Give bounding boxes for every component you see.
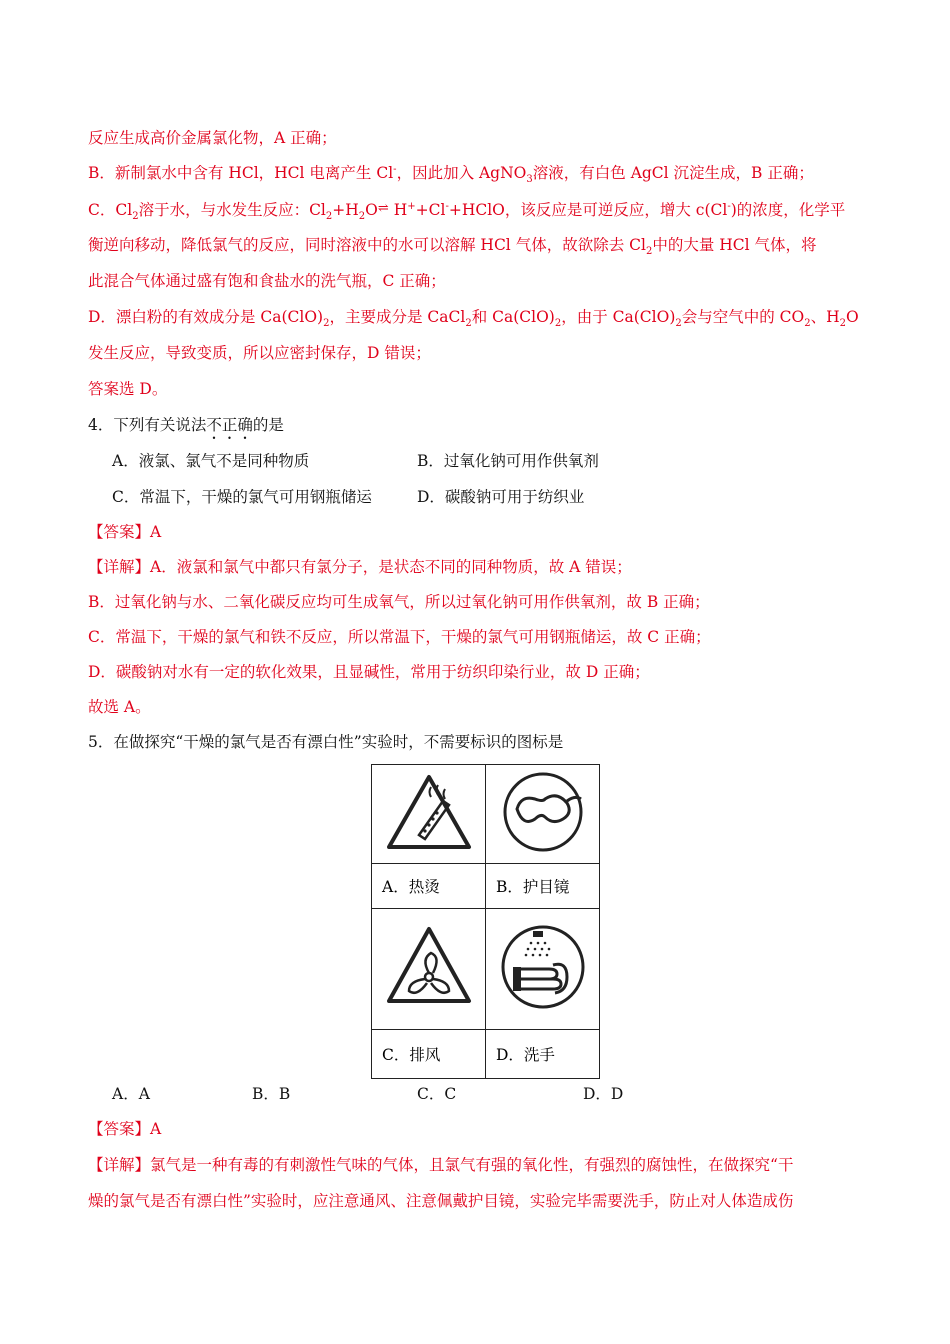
q4-detail-a: 【详解】A．液氯和氯气中都只有氯分子，是状态不同的同种物质，故 A 错误； [88,558,632,576]
q4-detail-b: B．过氧化钠与水、二氧化碳反应均可生成氧气，所以过氧化钠可用作供氧剂，故 B 正确； [88,593,710,611]
q4-option-c: C．常温下，干燥的氯气可用钢瓶储运 [112,488,372,506]
q4-detail-c: C．常温下，干燥的氯气和铁不反应，所以常温下，干燥的氯气可用钢瓶储运，故 C 正确； [88,628,711,646]
q5-option-b: B．B [252,1085,291,1103]
handwash-icon-cell [486,909,600,1030]
question-5-stem: 5．在做探究“干燥的氯气是否有漂白性”实验时，不需要标识的图标是 [88,733,564,751]
safety-icon-table [371,764,600,1079]
q5-option-d: D．D [583,1085,624,1103]
q4-option-d: D．碳酸钠可用于纺织业 [417,488,585,506]
q4-conclusion: 故选 A。 [88,698,151,716]
q4-detail-d: D．碳酸钠对水有一定的软化效果，且显碱性，常用于纺织印染行业，故 D 正确； [88,663,650,681]
q5-detail-2: 燥的氯气是否有漂白性”实验时，应注意通风、注意佩戴护目镜，实验完毕需要洗手，防止对人体造成伤 [88,1192,794,1210]
answer-choice-line: 答案选 D。 [88,380,168,398]
explanation-line-C2: 衡逆向移动，降低氯气的反应，同时溶液中的水可以溶解 HCl 气体，故欲除去 $Cl_2$中的大量 HCl 气体，将 [88,236,817,258]
hot-surface-icon [383,769,475,855]
q5-detail-1: 【详解】氯气是一种有毒的有刺激性气味的气体，且氯气有强的氧化性，有强烈的腐蚀性，在做探究“干 [88,1156,794,1174]
q5-option-c: C．C [417,1085,457,1103]
q4-option-a: A．液氯、氯气不是同种物质 [112,452,310,470]
caption-handwash: D．洗手 [486,1030,600,1079]
goggles-icon-cell [486,765,600,864]
q4-answer: 【答案】A [88,523,162,541]
explanation-line-D2: 发生反应，导致变质，所以应密封保存，D 错误； [88,344,431,362]
explanation-line-C: C．$Cl_2$溶于水，与水发生反应：$Cl_2+H_2O\rightleftharpoons$ H++Cl-+HClO，该反应是可逆反应，增大 c(Cl-)的浓度，化学平 [88,200,846,223]
caption-ventilation: C．排风 [372,1030,486,1079]
q5-answer: 【答案】A [88,1120,162,1138]
q4-option-b: B．过氧化钠可用作供氧剂 [417,452,599,470]
explanation-line-B: B．新制氯水中含有 HCl，HCl 电离产生 Cl-，因此加入 AgNO$_3$溶液，有白色 AgCl 沉淀生成，B 正确； [88,163,814,186]
ventilation-icon-cell [372,909,486,1030]
explanation-line-1: 反应生成高价金属氯化物，A 正确； [88,129,337,147]
explanation-line-D: D．漂白粉的有效成分是 $Ca(ClO)_2$，主要成分是 CaCl$_2$和 $Ca(ClO)_2$，由于 $Ca(ClO)_2$会与空气中的 $CO_2$、$H_2O$ [88,308,859,330]
ventilation-icon [383,917,475,1017]
question-4-stem: 4．下列有关说法不正确的是 [88,416,284,434]
goggles-icon [497,769,589,855]
handwash-icon [497,917,589,1017]
caption-goggles: B．护目镜 [486,864,600,909]
explanation-line-C3: 此混合气体通过盛有饱和食盐水的洗气瓶，C 正确； [88,272,446,290]
equilibrium-arrow-icon: ⇌ [377,201,389,216]
q5-option-a: A．A [112,1085,150,1103]
hot-surface-icon-cell [372,765,486,864]
caption-hot: A．热烫 [372,864,486,909]
